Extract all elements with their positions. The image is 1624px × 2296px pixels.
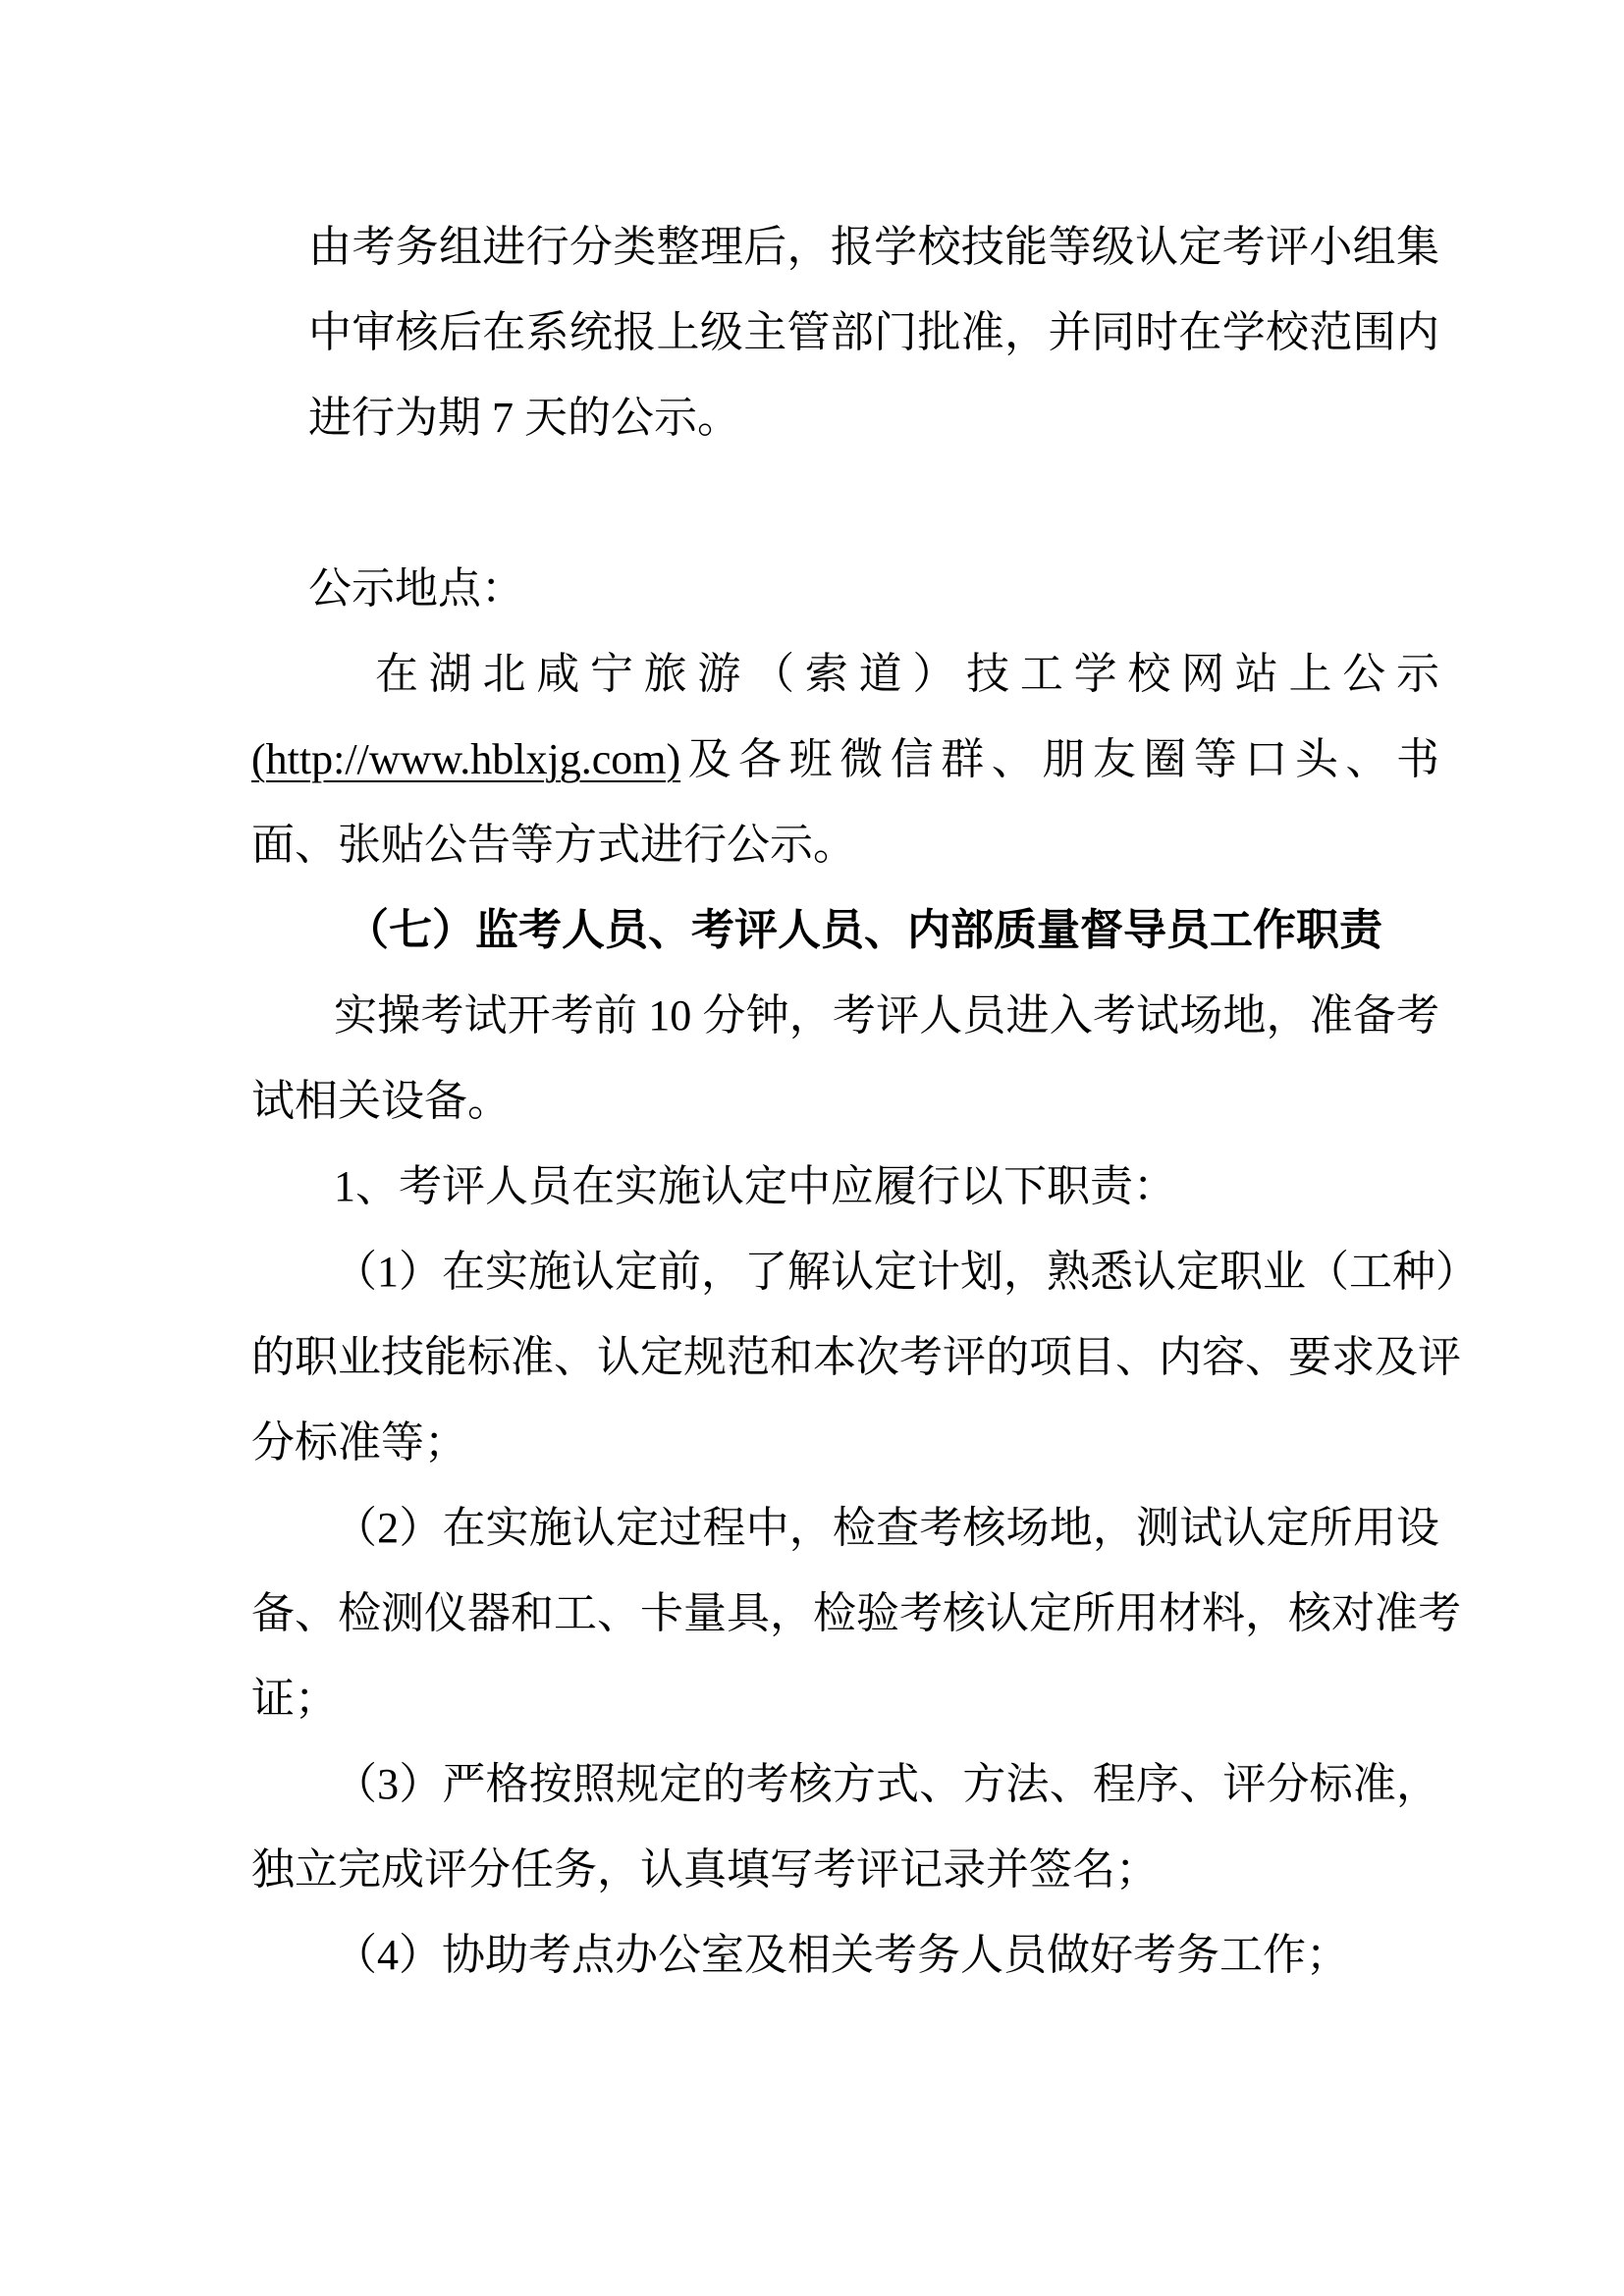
text-line [251, 1314, 1461, 1400]
para-publicity-channels [251, 631, 1439, 887]
text-run: 及各班微信群、朋友圈等口头、书 [680, 735, 1439, 783]
text-run: 备、检测仪器和工、卡量具，检验考核认定所用材料，核对准考 [251, 1589, 1461, 1637]
text-run: 中审核后在系统报上级主管部门批准，并同时在学校范围内 [308, 308, 1439, 356]
text-line [251, 1656, 1439, 1741]
text-run: 由考务组进行分类整理后，报学校技能等级认定考评小组集 [308, 223, 1439, 271]
text-line [251, 1912, 1439, 1998]
text-run: 独立完成评分任务，认真填写考评记录并签名； [251, 1845, 1159, 1894]
text-run: 分标准等； [251, 1418, 467, 1467]
text-run: 实操考试开考前 10 分钟，考评人员进入考试场地，准备考 [334, 991, 1439, 1040]
text-line [251, 1229, 1479, 1314]
text-line [251, 1827, 1439, 1912]
text-run: 在湖北咸宁旅游（索道）技工学校网站上公示 [375, 650, 1439, 698]
para-duty-4 [251, 1912, 1439, 1998]
para-assessor-duties-intro [251, 1144, 1439, 1229]
text-line [251, 631, 1439, 717]
text-line [251, 546, 1439, 631]
para-exam-preparation [251, 973, 1439, 1144]
text-run: （4）协助考点办公室及相关考务人员做好考务工作； [334, 1931, 1349, 1979]
text-run: （七）监考人员、考评人员、内部质量督导员工作职责 [346, 906, 1382, 954]
text-line [251, 1058, 1439, 1144]
text-line [308, 375, 1439, 460]
para-duty-2 [251, 1485, 1461, 1741]
text-run: （3）严格按照规定的考核方式、方法、程序、评分标准， [334, 1760, 1439, 1808]
text-run: （2）在实施认定过程中，检查考核场地，测试认定所用设 [334, 1504, 1439, 1552]
document-body [251, 204, 1479, 1998]
text-line [308, 204, 1439, 290]
text-run: 证； [251, 1675, 338, 1723]
text-run: 面、张贴公告等方式进行公示。 [251, 821, 856, 869]
text-line [251, 973, 1439, 1058]
text-line [251, 1144, 1439, 1229]
para-approval-publicity [251, 204, 1439, 460]
text-run: 进行为期 7 天的公示。 [308, 394, 740, 442]
text-run: 1、考评人员在实施认定中应履行以下职责： [334, 1162, 1176, 1210]
text-line [251, 887, 1439, 973]
text-line [251, 1400, 1439, 1485]
para-duty-3 [251, 1741, 1439, 1912]
text-line [251, 1741, 1439, 1827]
blank-line [251, 460, 1439, 546]
text-run: 的职业技能标准、认定规范和本次考评的项目、内容、要求及评 [251, 1333, 1461, 1381]
text-line [251, 1485, 1439, 1571]
text-line [308, 290, 1439, 375]
heading-section-seven [251, 887, 1439, 973]
text-run: （1）在实施认定前，了解认定计划，熟悉认定职业（工种） [334, 1248, 1479, 1296]
text-line [251, 802, 1439, 887]
hyperlink[interactable]: (http://www.hblxjg.com) [251, 735, 681, 783]
text-line [251, 1571, 1461, 1656]
para-publicity-location-label [251, 546, 1439, 631]
text-line [251, 717, 1439, 802]
text-run: 试相关设备。 [251, 1077, 511, 1125]
text-run: 公示地点： [308, 564, 524, 613]
para-duty-1 [251, 1229, 1479, 1485]
